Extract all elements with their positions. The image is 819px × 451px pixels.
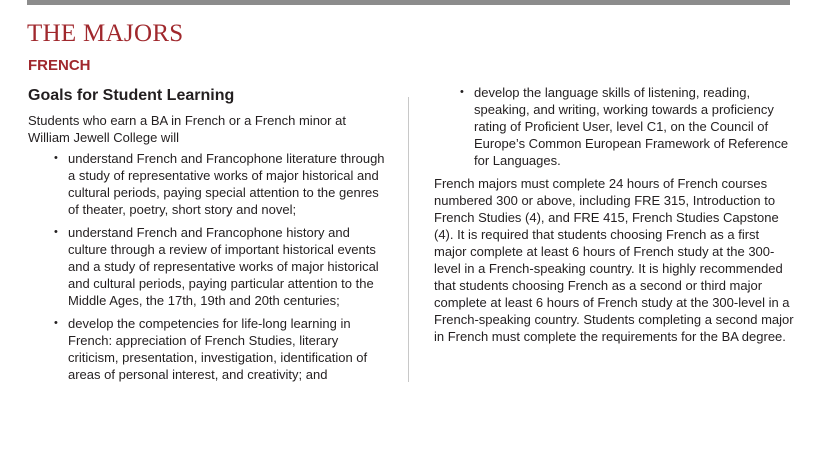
bullet-icon: • (54, 226, 58, 238)
goal-item (28, 150, 388, 218)
left-column (28, 112, 388, 389)
goals-heading: Goals for Student Learning (28, 87, 235, 104)
section-title: THE MAJORS (27, 20, 184, 47)
goal-item (434, 84, 794, 169)
goal-item (28, 224, 388, 309)
goal-text: develop the competencies for life-long learning in French: appreciation of French Studies, literary criticism, presentation, investigation, identification of areas of personal interest, and creativity; and (68, 316, 368, 382)
goal-text: develop the language skills of listening, reading, speaking, and writing, working towards a proficiency rating of Proficient User, level C1, on the Council of Europe’s Common European Framework of Reference for Languages. (474, 85, 789, 168)
goals-list (28, 150, 388, 383)
bullet-icon: • (54, 317, 58, 329)
goal-text: understand French and Francophone literature through a study of representative works of major historical and cultural periods, paying special attention to the genres of theater, poetry, short story and novel; (68, 151, 385, 217)
bullet-icon: • (54, 152, 58, 164)
goal-item (28, 315, 388, 383)
column-divider (408, 97, 409, 382)
top-rule (27, 0, 790, 5)
right-column (434, 84, 794, 345)
requirements-paragraph: French majors must complete 24 hours of French courses numbered 300 or above, including FRE 315, Introduction to French Studies (4), and FRE 415, French Studies Capstone (4). It is required that students choosing French as a first major complete at least 6 hours of French study at the 300-level in a French-speaking country. It is highly recommended that students choosing French as a second or third major complete at least 6 hours of French study at the 300-level in a French-speaking country. Students completing a second major in French must complete the requirements for the BA degree. (434, 176, 794, 344)
intro-paragraph: Students who earn a BA in French or a French minor at William Jewell College will (28, 113, 346, 145)
bullet-icon: • (460, 86, 464, 98)
goal-text: understand French and Francophone history and culture through a review of important historical events and a study of representative works of major historical and cultural periods, paying particular attention to the Middle Ages, the 17th, 19th and 20th centuries; (68, 225, 379, 308)
goals-list-continued (434, 84, 794, 169)
subject-heading: FRENCH (28, 57, 91, 74)
